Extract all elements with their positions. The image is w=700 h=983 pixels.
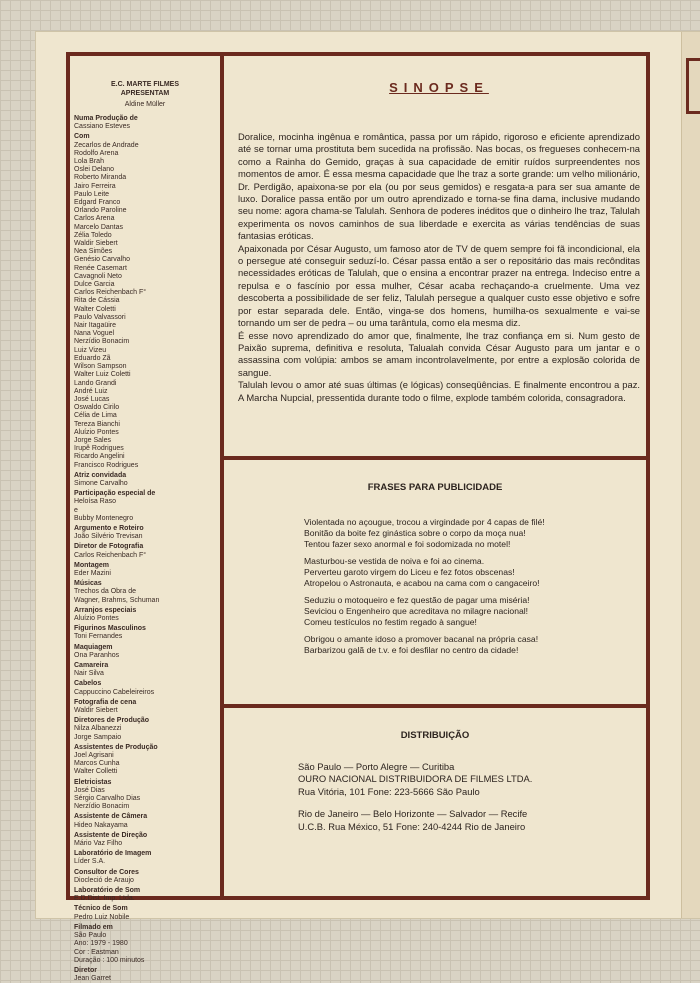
credit-role: Diretor bbox=[74, 966, 97, 974]
credit-name: Walter Coletti bbox=[74, 305, 116, 313]
frase-line: Bonitão da boite fez ginástica sobre o corpo da moça nua! bbox=[304, 528, 526, 538]
credit-group bbox=[74, 967, 216, 983]
producer-line: E.C. MARTE FILMES bbox=[110, 81, 180, 88]
credit-name: Nair Silva bbox=[74, 670, 104, 678]
credit-name: Mário Vaz Filho bbox=[74, 840, 123, 848]
credit-name: Joel Agrisani bbox=[74, 752, 114, 760]
credit-name: São Paulo bbox=[74, 932, 107, 940]
credit-role: Fotografia de cena bbox=[74, 698, 137, 706]
credit-role: Atriz convidada bbox=[74, 471, 127, 479]
credit-role: Técnico de Som bbox=[74, 905, 128, 913]
credit-group bbox=[74, 887, 216, 903]
frase-line: Perverteu garoto virgem do Liceu e fez fotos obscenas! bbox=[304, 567, 515, 577]
credits-column bbox=[74, 80, 216, 983]
credit-role: Diretor de Fotografia bbox=[74, 543, 144, 551]
credit-name: Aluízio Pontes bbox=[74, 428, 119, 436]
credit-name: Carlos Reichenbach F° bbox=[74, 551, 147, 559]
credit-role: Músicas bbox=[74, 580, 102, 588]
credit-name: Edgard Franco bbox=[74, 199, 121, 207]
credit-role: Participação especial de bbox=[74, 490, 156, 498]
credit-group bbox=[74, 717, 216, 742]
credit-name: Walter Colletti bbox=[74, 768, 118, 776]
frase-line: Violentada no açougue, trocou a virgindade por 4 capas de filé! bbox=[304, 517, 545, 527]
credit-role: Numa Produção de bbox=[74, 115, 138, 122]
credit-name: Oswaldo Cirilo bbox=[74, 404, 120, 412]
sinopse-paragraph: Apaixonada por César Augusto, um famoso ator de TV de quem sempre foi fã incondicional, ela o persegue até conseguir seduzí-lo. César passa então a ser o repositário das mais recônditas necessidades eróticas de Talulah, que o ensina a encontrar prazer na entrega. Indeciso entre a repulsa e o fascínio por essa mulher, César acaba rechaçando-a cruelmente. Uma vez descoberta a possibilidade de ser feliz, Talulah persegue a qualquer custo esse objetivo e sofre por estar separada dele. Então, vinga-se dos homens, humilha-os sexualmente e vai-se tornando um ser de pedra – ou uma tarântula, como ela mesma diz. bbox=[238, 242, 640, 329]
credit-name: Oslei Delano bbox=[74, 166, 115, 174]
credit-name: Orlando Paroline bbox=[74, 207, 127, 215]
credit-name: Dulce Garcia bbox=[74, 281, 115, 289]
distribuicao-body bbox=[298, 761, 646, 833]
credit-name: Jairo Ferreira bbox=[74, 182, 116, 190]
distribuicao-section bbox=[224, 708, 646, 896]
credit-group bbox=[74, 133, 216, 469]
sinopse-paragraph: Talulah levou o amor até suas últimas (e lógicas) conseqüências. E finalmente encontrou a paz. A Marcha Nupcial, pressentida durante todo o filme, explode também colorida, consagradora. bbox=[238, 379, 640, 403]
credit-name: Nerzídio Bonacim bbox=[74, 338, 130, 346]
credit-name: Marcelo Dantas bbox=[74, 223, 124, 231]
credit-role: Laboratório de Som bbox=[74, 887, 141, 895]
frase-line: Seviciou o Engenheiro que acreditava no milagre nacional! bbox=[304, 606, 529, 616]
credit-name: Wagner, Brahms, Schuman bbox=[74, 596, 160, 604]
frase-line: Obrigou o amante idoso a promover bacanal na própria casa! bbox=[304, 634, 539, 644]
credit-name: Nana Voguel bbox=[74, 330, 115, 338]
credit-group bbox=[74, 850, 216, 866]
frase-line: Atropelou o Astronauta, e acabou na cama com o cangaceiro! bbox=[304, 578, 540, 588]
credit-name: Lando Grandi bbox=[74, 379, 117, 387]
sinopse-section bbox=[224, 56, 646, 456]
frases-title: FRASES PARA PUBLICIDADE bbox=[367, 482, 503, 493]
credit-group bbox=[74, 924, 216, 965]
credit-name: Heloísa Raso bbox=[74, 498, 117, 506]
credit-group bbox=[74, 543, 216, 559]
credit-name: Luiz Vizeu bbox=[74, 346, 107, 354]
credit-groups bbox=[74, 115, 216, 983]
credit-name: João Silvério Trevisan bbox=[74, 533, 143, 541]
credit-name: Diocleció de Araujo bbox=[74, 876, 134, 884]
credit-name: Genésio Carvalho bbox=[74, 256, 131, 264]
credit-role: Filmado em bbox=[74, 923, 113, 931]
credit-role: Consultor de Cores bbox=[74, 868, 139, 876]
press-sheet bbox=[36, 32, 700, 983]
distribuidor-group bbox=[298, 808, 646, 833]
credit-name: Bubby Montenegro bbox=[74, 514, 134, 522]
credit-name: Simone Carvalho bbox=[74, 479, 128, 487]
credit-name: Sérgio Carvalho Dias bbox=[74, 795, 141, 803]
credit-name: Eder Mazini bbox=[74, 569, 111, 577]
credit-name: Ano: 1979 - 1980 bbox=[74, 940, 128, 948]
credit-name: Cassiano Esteves bbox=[74, 123, 131, 131]
credit-name: Marcos Cunha bbox=[74, 760, 120, 768]
credit-role: Argumento e Roteiro bbox=[74, 524, 144, 532]
credit-group bbox=[74, 744, 216, 777]
credit-group bbox=[74, 580, 216, 605]
credit-name: Waldir Siebert bbox=[74, 707, 118, 715]
credit-role: Com bbox=[74, 133, 90, 141]
adjacent-page-edge bbox=[681, 32, 700, 918]
credit-role: Eletricistas bbox=[74, 778, 112, 786]
credit-name: Jorge Sampaio bbox=[74, 733, 122, 741]
credit-name: Eduardo Zã bbox=[74, 354, 111, 362]
credit-role: Assistente de Direção bbox=[74, 831, 148, 839]
credit-name: Cappuccino Cabeleireiros bbox=[74, 688, 155, 696]
credit-name: Paulo Leite bbox=[74, 190, 110, 198]
credit-role: Laboratório de Imagem bbox=[74, 850, 152, 858]
credit-name: André Luiz bbox=[74, 387, 108, 395]
frase-line: Seduziu o motoqueiro e fez questão de pagar uma miséria! bbox=[304, 595, 530, 605]
credit-group bbox=[74, 699, 216, 715]
credit-group bbox=[74, 644, 216, 660]
credit-name: José Lucas bbox=[74, 395, 110, 403]
credit-name: Renée Casemart bbox=[74, 264, 127, 272]
sinopse-body bbox=[238, 131, 640, 404]
credit-name: Célia de Lima bbox=[74, 412, 117, 420]
credit-name: Zélia Toledo bbox=[74, 231, 112, 239]
credits-header bbox=[74, 80, 216, 109]
credit-name: Nilza Albanezzi bbox=[74, 725, 122, 733]
frase-line: Barbarizou galã de t.v. e foi desfilar no centro da cidade! bbox=[304, 645, 519, 655]
credit-group bbox=[74, 779, 216, 812]
distribuidor-line: Rio de Janeiro — Belo Horizonte — Salvador — Recife bbox=[298, 808, 528, 820]
adjacent-frame-corner bbox=[686, 58, 700, 114]
credit-name: Jorge Sales bbox=[74, 436, 111, 444]
frase-line: Tentou fazer sexo anormal e foi sodomizada no motel! bbox=[304, 539, 511, 549]
credit-name: Duração : 100 minutos bbox=[74, 956, 145, 964]
frase-group bbox=[304, 634, 646, 656]
frase-line: Masturbou-se vestida de noiva e foi ao cinema. bbox=[304, 556, 485, 566]
frase-group bbox=[304, 595, 646, 628]
frases-list bbox=[304, 517, 646, 656]
credit-role: Montagem bbox=[74, 561, 109, 569]
credit-name: Carlos Reichenbach F° bbox=[74, 289, 147, 297]
credit-group bbox=[74, 562, 216, 578]
sheet-frame bbox=[66, 52, 650, 983]
credit-name: Ona Paranhos bbox=[74, 651, 120, 659]
sinopse-title: SINOPSE bbox=[389, 80, 489, 95]
credit-name: Francisco Rodrigues bbox=[74, 461, 139, 469]
frase-group bbox=[304, 517, 646, 550]
credit-name: Lola Brah bbox=[74, 158, 104, 166]
credit-role: Assistente de Câmera bbox=[74, 813, 148, 821]
credit-name: Ricardo Angelini bbox=[74, 453, 125, 461]
credit-name: Zecarlos de Andrade bbox=[74, 141, 139, 149]
credit-group bbox=[74, 813, 216, 829]
credit-group bbox=[74, 472, 216, 488]
credit-name: Irupê Rodrigues bbox=[74, 445, 124, 453]
sinopse-paragraph: Doralice, mocinha ingênua e romântica, passa por um rápido, rigoroso e eficiente aprendizado até se tornar uma prostituta bem sucedida na profissão. Nas bocas, os fregueses conhecem-na como a Rainha do Gemido, graças à sua capacidade de emitir ruídos surpreendentes nos momentos de amor. É essa mesma capacidade que lhe traz a sorte grande: um velho milionário, Dr. Perdigão, apaixona-se por ela (ou por seus gemidos) e resgata-a para ser sua amante de luxo. Doralice passa então por um outro aprendizado e torna-se fina dama, inclusive mudando seu nome: agora chama-se Talulah. Senhora de poderes inéditos que o dinheiro lhe traz, Talulah experimenta os novos caminhos de sua liberdade e exercita as várias tendências de suas fantasias eróticas. bbox=[238, 131, 640, 242]
credit-name: E.D.Dist. Imp. Ltda. bbox=[74, 895, 135, 903]
credit-name: Trechos da Obra de bbox=[74, 588, 136, 596]
credit-group bbox=[74, 869, 216, 885]
distribuicao-title: DISTRIBUIÇÃO bbox=[400, 730, 470, 741]
presents-line: APRESENTAM bbox=[120, 90, 170, 97]
credit-name: Walter Luiz Coletti bbox=[74, 371, 131, 379]
sinopse-paragraph: É esse novo aprendizado do amor que, finalmente, lhe traz confiança em si. Num gesto de Paixão suprema, definitiva e resoluta, Talualah convida César Augusto para um jantar e o assassina com volúpia: ambos se amam incontrolavelmente, por entre a explosão colorida de sangue. bbox=[238, 329, 640, 378]
credit-group bbox=[74, 490, 216, 523]
credit-name: Rita de Cássia bbox=[74, 297, 120, 305]
credit-name: Pedro Luiz Nobile bbox=[74, 913, 130, 921]
distribuidor-line: U.C.B. Rua México, 51 Fone: 240-4244 Rio de Janeiro bbox=[298, 820, 526, 832]
credit-name: Líder S.A. bbox=[74, 858, 106, 866]
credit-name: Nea Simões bbox=[74, 248, 113, 256]
credit-name: Rodolfo Arena bbox=[74, 149, 119, 157]
credit-group bbox=[74, 905, 216, 921]
credit-role: Diretores de Produção bbox=[74, 717, 150, 725]
star-line: Aldine Müller bbox=[124, 101, 166, 108]
credit-group bbox=[74, 115, 216, 131]
credit-name: Cavagnoli Neto bbox=[74, 272, 122, 280]
credit-name: Waldir Siebert bbox=[74, 240, 118, 248]
credit-name: Nerzídio Bonacim bbox=[74, 803, 130, 811]
distribuidor-group bbox=[298, 761, 646, 798]
credit-name: Tereza Bianchi bbox=[74, 420, 120, 428]
distribuidor-line: São Paulo — Porto Alegre — Curitiba bbox=[298, 761, 455, 772]
credit-role: Arranjos especiais bbox=[74, 606, 137, 614]
credit-role: Figurinos Masculinos bbox=[74, 625, 146, 633]
credit-name: Wilson Sampson bbox=[74, 363, 127, 371]
credit-name: e bbox=[74, 506, 78, 514]
credit-name: José Dias bbox=[74, 786, 105, 794]
credit-group bbox=[74, 832, 216, 848]
credit-role: Assistentes de Produção bbox=[74, 743, 158, 751]
credit-role: Camareira bbox=[74, 662, 109, 669]
credit-name: Carlos Arena bbox=[74, 215, 115, 223]
credit-name: Cor : Eastman bbox=[74, 948, 119, 956]
credit-name: Jean Garret bbox=[74, 975, 111, 983]
credit-group bbox=[74, 607, 216, 623]
distribuidor-line: Rua Vitória, 101 Fone: 223-5666 São Paulo bbox=[298, 785, 480, 797]
frase-line: Comeu testículos no festim regado à sangue! bbox=[304, 617, 477, 627]
credit-name: Roberto Miranda bbox=[74, 174, 127, 182]
frase-group bbox=[304, 556, 646, 589]
credit-role: Maquiagem bbox=[74, 643, 113, 651]
credit-name: Paulo Valvassori bbox=[74, 313, 126, 321]
credit-name: Toni Fernandes bbox=[74, 633, 123, 641]
credit-name: Hideo Nakayama bbox=[74, 821, 128, 829]
credit-group bbox=[74, 680, 216, 696]
credit-name: Aluízio Pontes bbox=[74, 614, 119, 622]
credit-group bbox=[74, 525, 216, 541]
credit-group bbox=[74, 625, 216, 641]
frases-section bbox=[224, 460, 646, 704]
distribuidor-line: OURO NACIONAL DISTRIBUIDORA DE FILMES LTDA. bbox=[298, 773, 533, 785]
credit-group bbox=[74, 662, 216, 678]
credit-role: Cabelos bbox=[74, 680, 102, 688]
credit-name: Nair Itagaüire bbox=[74, 322, 117, 330]
